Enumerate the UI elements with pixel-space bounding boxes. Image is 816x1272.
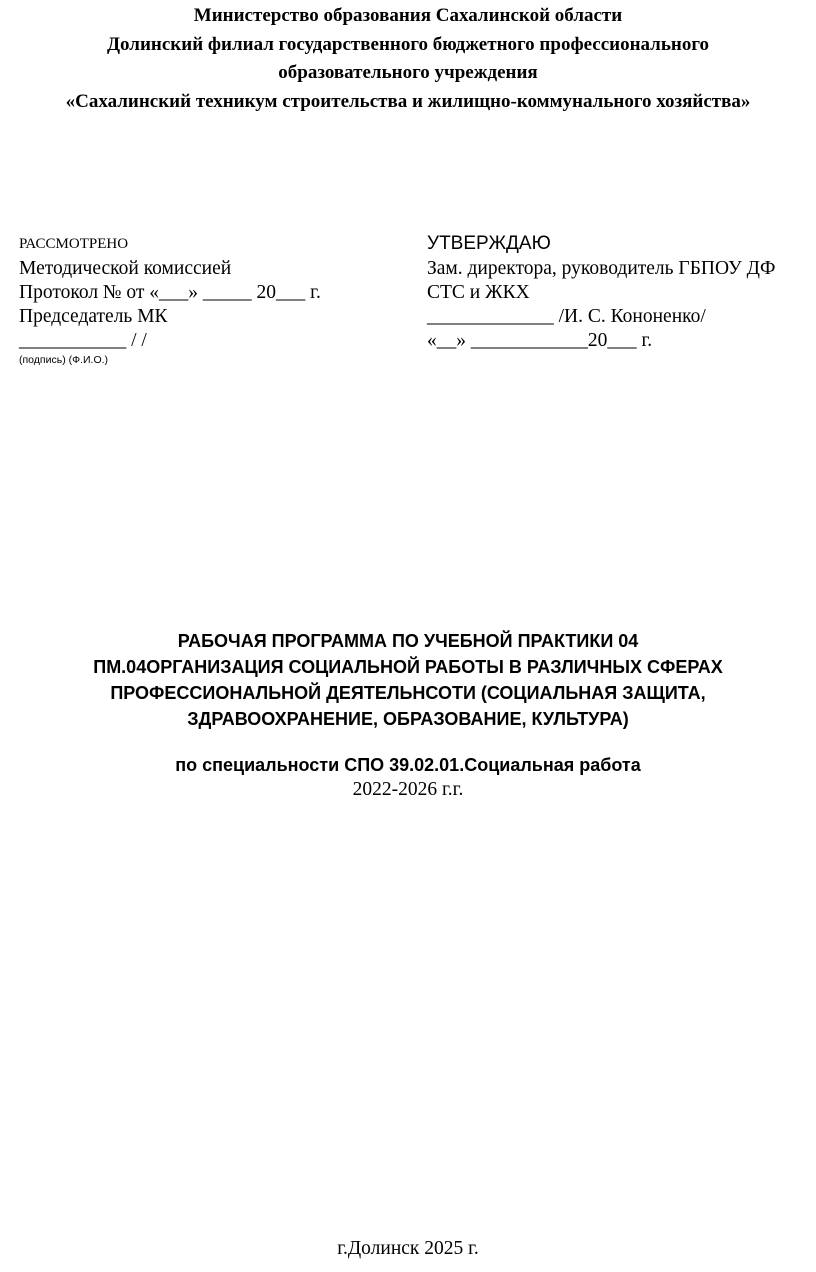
- signature-caption: (подпись) (Ф.И.О.): [19, 354, 109, 366]
- title-line: РАБОЧАЯ ПРОГРАММА ПО УЧЕБНОЙ ПРАКТИКИ 04: [177, 631, 639, 651]
- years-line: 2022-2026 г.г.: [352, 779, 464, 800]
- title-line: ПМ.04ОРГАНИЗАЦИЯ СОЦИАЛЬНОЙ РАБОТЫ В РАЗЛИЧНЫХ СФЕРАХ: [93, 657, 723, 677]
- deputy-director-line: Зам. директора, руководитель ГБПОУ ДФ: [427, 258, 776, 279]
- commission-line: Методической комиссией: [19, 258, 232, 279]
- branch-line: Долинский филиал государственного бюджетного профессионального: [106, 33, 709, 55]
- approved-caption: УТВЕРЖДАЮ: [427, 233, 551, 254]
- technikum-line: «Сахалинский техникум строительства и жилищно-коммунального хозяйства»: [65, 90, 751, 112]
- title-line: ПРОФЕССИОНАЛЬНОЙ ДЕЯТЕЛЬНСОТИ (СОЦИАЛЬНАЯ ЗАЩИТА,: [110, 683, 706, 703]
- specialty-block: [0, 752, 816, 802]
- approved-block: [427, 231, 775, 353]
- program-title: [0, 628, 816, 732]
- institution-line: образовательного учреждения: [278, 62, 538, 83]
- title-line: ЗДРАВООХРАНЕНИЕ, ОБРАЗОВАНИЕ, КУЛЬТУРА): [187, 709, 629, 729]
- document-header: [0, 2, 816, 116]
- place-year-footer: г.Долинск 2025 г.: [337, 1238, 479, 1259]
- reviewed-block: [19, 231, 321, 367]
- signature-line: ___________ / /: [19, 330, 147, 351]
- director-signature-line: _____________ /И. С. Кононенко/: [427, 306, 706, 327]
- reviewed-caption: РАССМОТРЕНО: [19, 236, 129, 252]
- specialty-line: по специальности СПО 39.02.01.Социальная работа: [175, 755, 641, 775]
- approval-date-line: «__» ____________20___ г.: [427, 330, 653, 351]
- ministry-line: Министерство образования Сахалинской области: [193, 5, 623, 26]
- organization-line: СТС и ЖКХ: [427, 282, 530, 303]
- protocol-line: Протокол № от «___» _____ 20___ г.: [19, 282, 321, 303]
- chairman-line: Председатель МК: [19, 306, 168, 327]
